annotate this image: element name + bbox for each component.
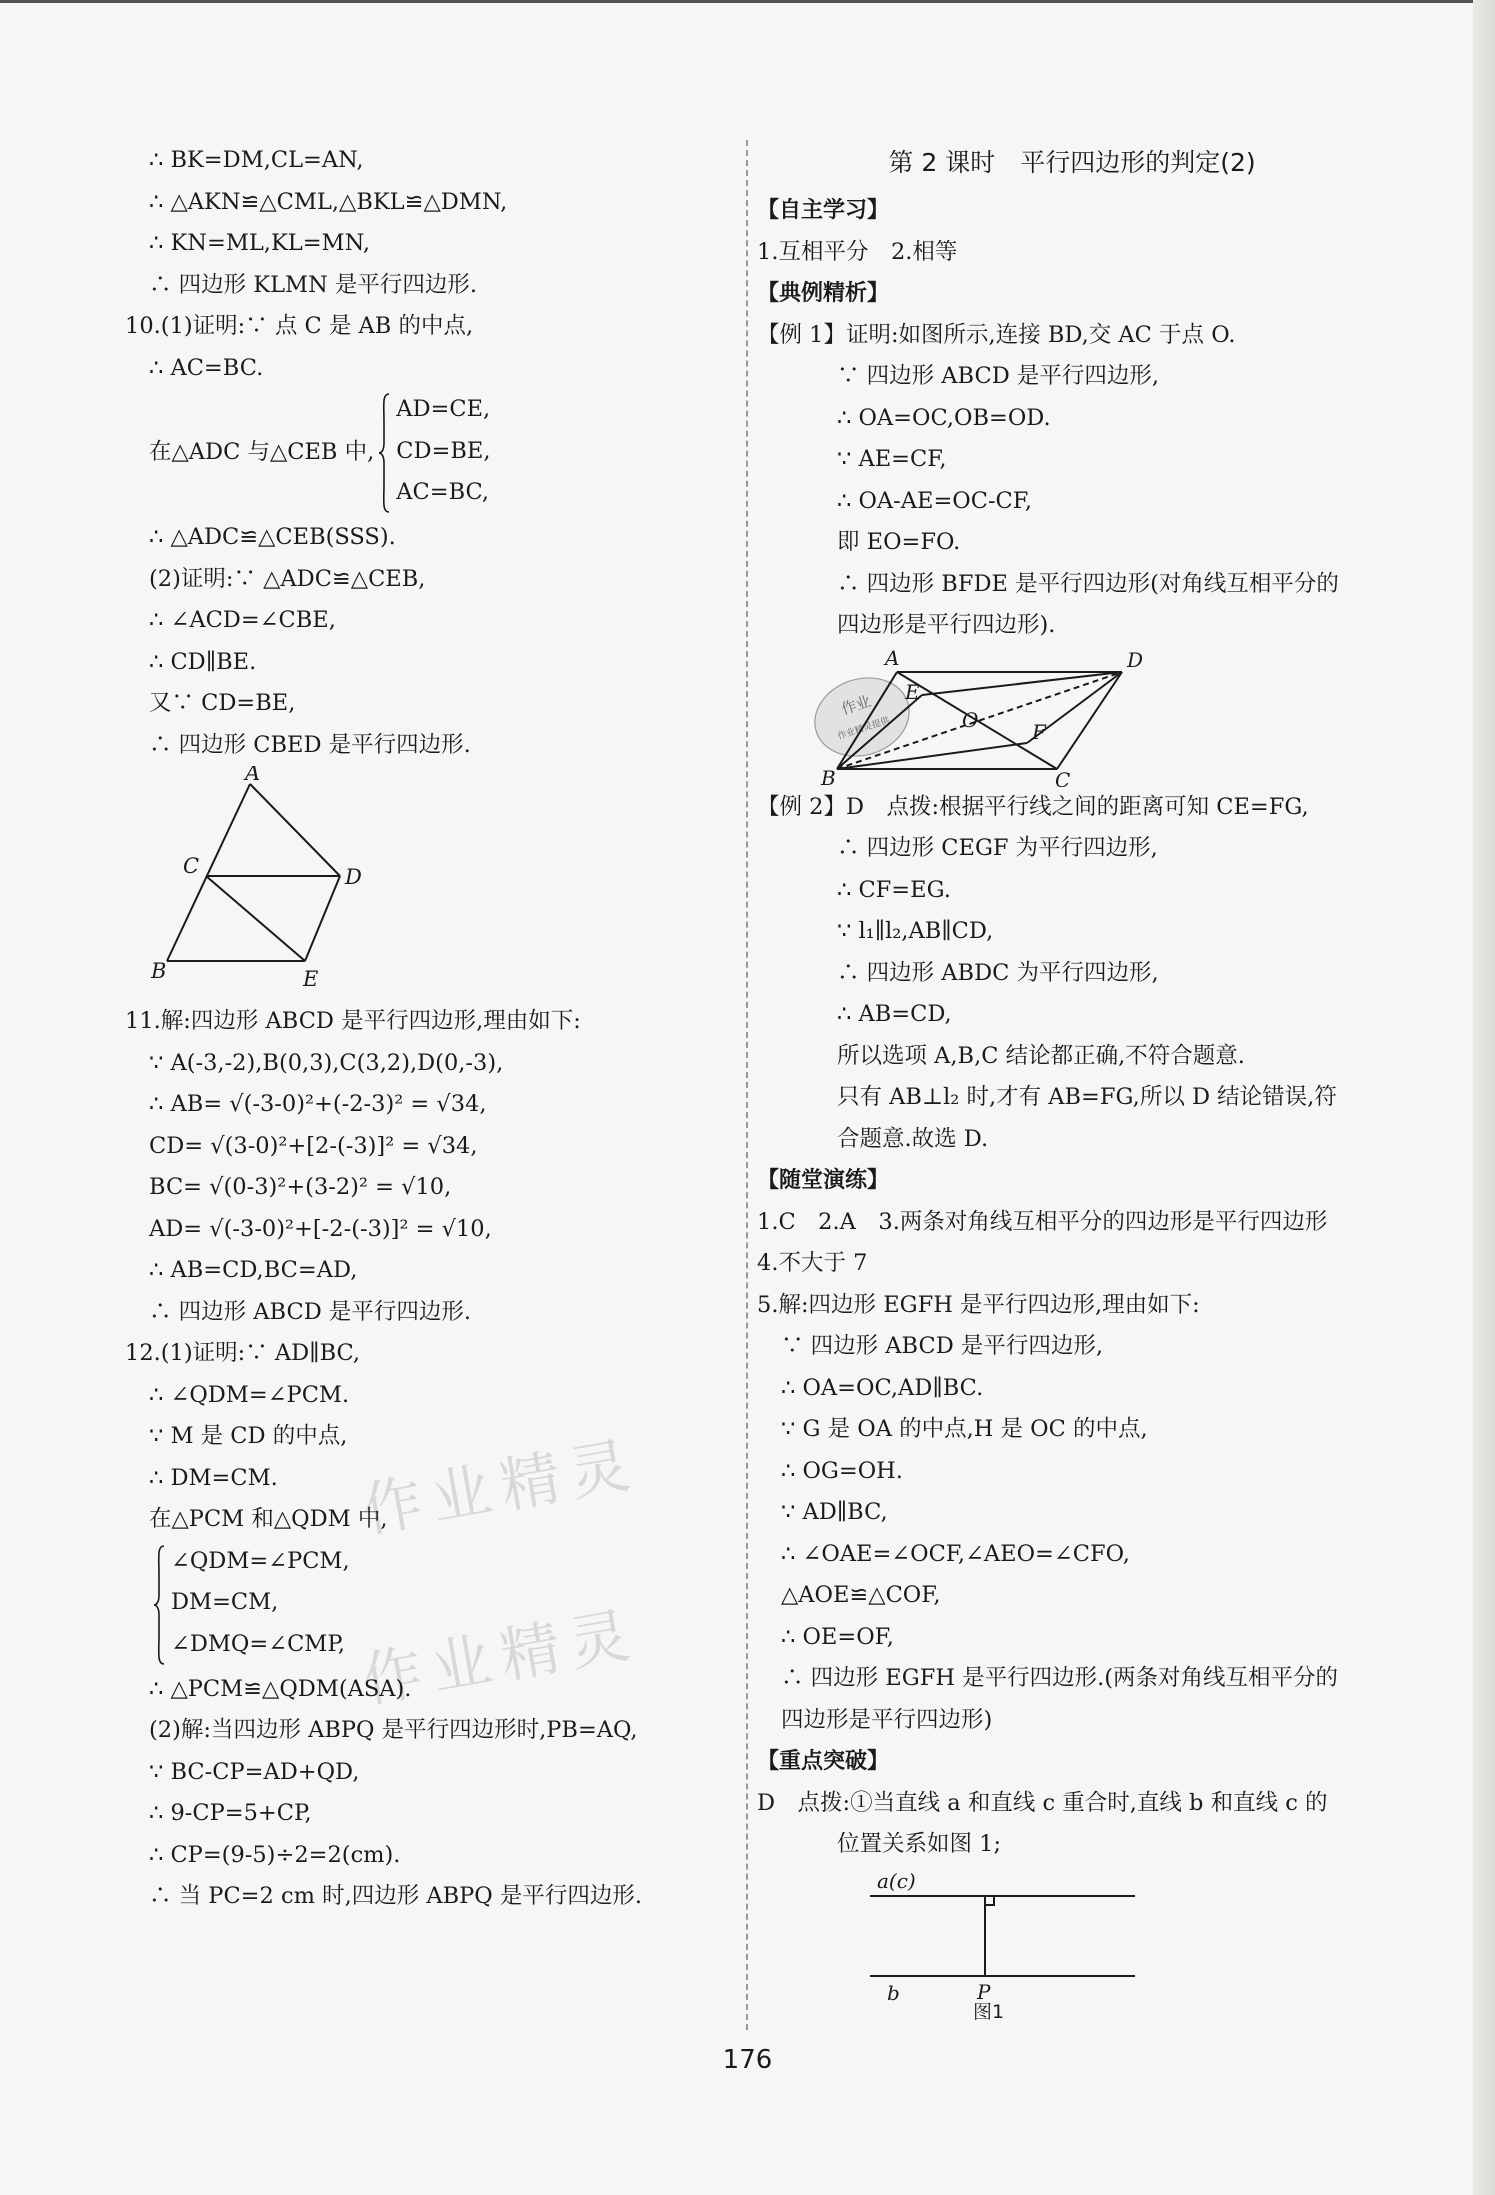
text-line: ∴ 四边形 BFDE 是平行四边形(对角线互相平分的 xyxy=(837,570,1339,597)
text-line: 4.不大于 7 xyxy=(757,1250,868,1276)
figure-bfde xyxy=(787,647,1207,787)
text-line: 只有 AB⊥l₂ 时,才有 AB=FG,所以 D 结论错误,符 xyxy=(837,1084,1337,1110)
brace-line: DM=CM, xyxy=(171,1589,279,1615)
text-line: ∴ ∠ACD=∠CBE, xyxy=(149,607,336,633)
stamp xyxy=(805,666,920,768)
text-line: ∴ △PCM≌△QDM(ASA). xyxy=(149,1675,412,1702)
text-line: ∴ OA-AE=OC-CF, xyxy=(837,487,1033,514)
brace-label: 在△ADC 与△CEB 中, xyxy=(149,439,375,466)
text-line: 在△PCM 和△QDM 中, xyxy=(149,1506,388,1532)
question-10-head: 10.(1)证明:∵ 点 C 是 AB 的中点, xyxy=(125,313,474,339)
text-line: ∵ G 是 OA 的中点,H 是 OC 的中点, xyxy=(781,1416,1148,1442)
text-line: (2)解:当四边形 ABPQ 是平行四边形时,PB=AQ, xyxy=(149,1717,638,1743)
fig-label: D xyxy=(1127,647,1144,672)
fig-label: E xyxy=(905,679,920,704)
fig-label: A xyxy=(885,646,900,670)
text-line: ∵ AD∥BC, xyxy=(781,1499,888,1525)
text-line: ∴ AB= √(-3-0)²+(-2-3)² = √34, xyxy=(149,1091,487,1117)
text-line: ∵ l₁∥l₂,AB∥CD, xyxy=(837,918,994,944)
text-line: ∴ 9-CP=5+CP, xyxy=(149,1800,312,1826)
text-line: ∴ KN=ML,KL=MN, xyxy=(149,230,370,256)
section-heading: 【自主学习】 xyxy=(757,198,890,223)
fig-label: b xyxy=(887,1980,900,2005)
brace-line: AC=BC, xyxy=(396,479,490,505)
text-line: ∴ AB=CD,BC=AD, xyxy=(149,1257,358,1283)
brace-line: CD=BE, xyxy=(396,437,491,464)
text-line: ∴ OA=OC,OB=OD. xyxy=(837,404,1051,431)
brace-line: AD=CE, xyxy=(396,396,491,422)
page-number: 176 xyxy=(722,2045,773,2075)
text-line: ∴ 四边形 CEGF 为平行四边形, xyxy=(837,835,1158,861)
text-line: ∴ 四边形 EGFH 是平行四边形.(两条对角线互相平分的 xyxy=(781,1665,1339,1691)
text-line: ∴ OG=OH. xyxy=(781,1457,903,1484)
figure-1 xyxy=(865,1866,1145,2021)
text-line: ∴ △AKN≌△CML,△BKL≌△DMN, xyxy=(149,188,508,215)
example-2-head: 【例 2】D 点拨:根据平行线之间的距离可知 CE=FG, xyxy=(757,793,1309,820)
figure-cbed xyxy=(145,766,405,1001)
text-line: 又∵ CD=BE, xyxy=(149,690,296,716)
section-heading: 【典例精析】 xyxy=(757,281,890,306)
text-line: ∵ A(-3,-2),B(0,3),C(3,2),D(0,-3), xyxy=(149,1049,504,1076)
text-line: ∴ 当 PC=2 cm 时,四边形 ABPQ 是平行四边形. xyxy=(149,1883,643,1909)
text-line: 四边形是平行四边形). xyxy=(837,612,1056,638)
fig-label: a(c) xyxy=(877,1868,916,1893)
text-line: ∵ BC-CP=AD+QD, xyxy=(149,1758,360,1785)
curly-brace xyxy=(378,393,390,513)
text-line: 位置关系如图 1; xyxy=(837,1831,1002,1857)
text-line: ∴ 四边形 ABCD 是平行四边形. xyxy=(149,1298,472,1325)
text-line: 合题意.故选 D. xyxy=(837,1125,989,1152)
watermark: 作业精灵 xyxy=(356,1599,645,1717)
text-line: ∵ M 是 CD 的中点, xyxy=(149,1423,348,1449)
page-spine xyxy=(1473,0,1495,2195)
svg-text:作业: 作业 xyxy=(839,691,874,718)
text-line: (2)证明:∵ △ADC≌△CEB, xyxy=(149,565,426,592)
column-divider xyxy=(746,140,748,2030)
fig-label: F xyxy=(1032,719,1046,744)
text-line: ∴ OE=OF, xyxy=(781,1623,894,1650)
text-line: ∴ BK=DM,CL=AN, xyxy=(149,147,364,173)
curly-brace xyxy=(153,1545,165,1665)
text-line: ∴ CP=(9-5)÷2=2(cm). xyxy=(149,1841,401,1868)
text-line: 即 EO=FO. xyxy=(837,529,961,555)
text-line: ∴ CD∥BE. xyxy=(149,648,257,675)
fig-label: O xyxy=(962,707,979,732)
figure-caption: 图1 xyxy=(973,2000,1005,2021)
text-line: ∴ △ADC≌△CEB(SSS). xyxy=(149,524,396,550)
brace-line: ∠QDM=∠PCM, xyxy=(171,1547,350,1574)
text-line: 四边形是平行四边形) xyxy=(781,1706,993,1733)
text-line: BC= √(0-3)²+(3-2)² = √10, xyxy=(149,1174,452,1200)
fig-label: D xyxy=(345,865,362,889)
section-heading: 【重点突破】 xyxy=(757,1749,890,1774)
fig-label: B xyxy=(821,765,836,787)
text-line: ∵ 四边形 ABCD 是平行四边形, xyxy=(781,1333,1104,1359)
text-line: ∴ OA=OC,AD∥BC. xyxy=(781,1374,984,1401)
question-11-head: 11.解:四边形 ABCD 是平行四边形,理由如下: xyxy=(125,1008,581,1034)
text-line: ∴ DM=CM. xyxy=(149,1464,278,1491)
text-line: 5.解:四边形 EGFH 是平行四边形,理由如下: xyxy=(757,1291,1200,1318)
top-rule xyxy=(0,0,1495,3)
text-line: ∴ 四边形 CBED 是平行四边形. xyxy=(149,731,471,758)
text-line: 所以选项 A,B,C 结论都正确,不符合题意. xyxy=(837,1042,1245,1069)
fig-label: B xyxy=(151,959,167,983)
fig-label: C xyxy=(183,854,200,878)
example-1-head: 【例 1】证明:如图所示,连接 BD,交 AC 于点 O. xyxy=(757,321,1236,348)
q10-brace-group xyxy=(125,389,735,517)
svg-text:作业精灵提供: 作业精灵提供 xyxy=(836,715,892,742)
text-line: ∴ AB=CD, xyxy=(837,1001,952,1027)
text-line: ∴ CF=EG. xyxy=(837,876,951,903)
text-line: 1.互相平分 2.相等 xyxy=(757,238,958,265)
text-line: ∴ 四边形 KLMN 是平行四边形. xyxy=(149,271,478,298)
text-line: ∵ AE=CF, xyxy=(837,446,947,472)
fig-label: P xyxy=(977,1979,991,2004)
watermark: 作业精灵 xyxy=(356,1429,645,1547)
right-column xyxy=(757,140,1387,2021)
lesson-title: 第 2 课时 平行四边形的判定(2) xyxy=(888,148,1256,177)
text-line: 1.C 2.A 3.两条对角线互相平分的四边形是平行四边形 xyxy=(757,1208,1328,1235)
text-line: ∵ 四边形 ABCD 是平行四边形, xyxy=(837,363,1160,389)
question-12-head: 12.(1)证明:∵ AD∥BC, xyxy=(125,1340,361,1366)
text-line: ∴ 四边形 ABDC 为平行四边形, xyxy=(837,959,1159,986)
text-line: AD= √(-3-0)²+[-2-(-3)]² = √10, xyxy=(149,1215,492,1242)
fig-label: E xyxy=(303,967,319,991)
section-heading: 【随堂演练】 xyxy=(757,1168,890,1193)
fig-label: A xyxy=(245,766,261,785)
text-line: ∴ AC=BC. xyxy=(149,354,264,381)
text-line: ∴ ∠QDM=∠PCM. xyxy=(149,1381,350,1408)
text-line: CD= √(3-0)²+[2-(-3)]² = √34, xyxy=(149,1132,478,1159)
text-line: △AOE≌△COF, xyxy=(781,1582,941,1608)
brace-line: ∠DMQ=∠CMP, xyxy=(171,1630,346,1657)
text-line: ∴ ∠OAE=∠OCF,∠AEO=∠CFO, xyxy=(781,1540,1130,1567)
text-line: D 点拨:①当直线 a 和直线 c 重合时,直线 b 和直线 c 的 xyxy=(757,1789,1328,1816)
fig-label: C xyxy=(1055,767,1071,787)
